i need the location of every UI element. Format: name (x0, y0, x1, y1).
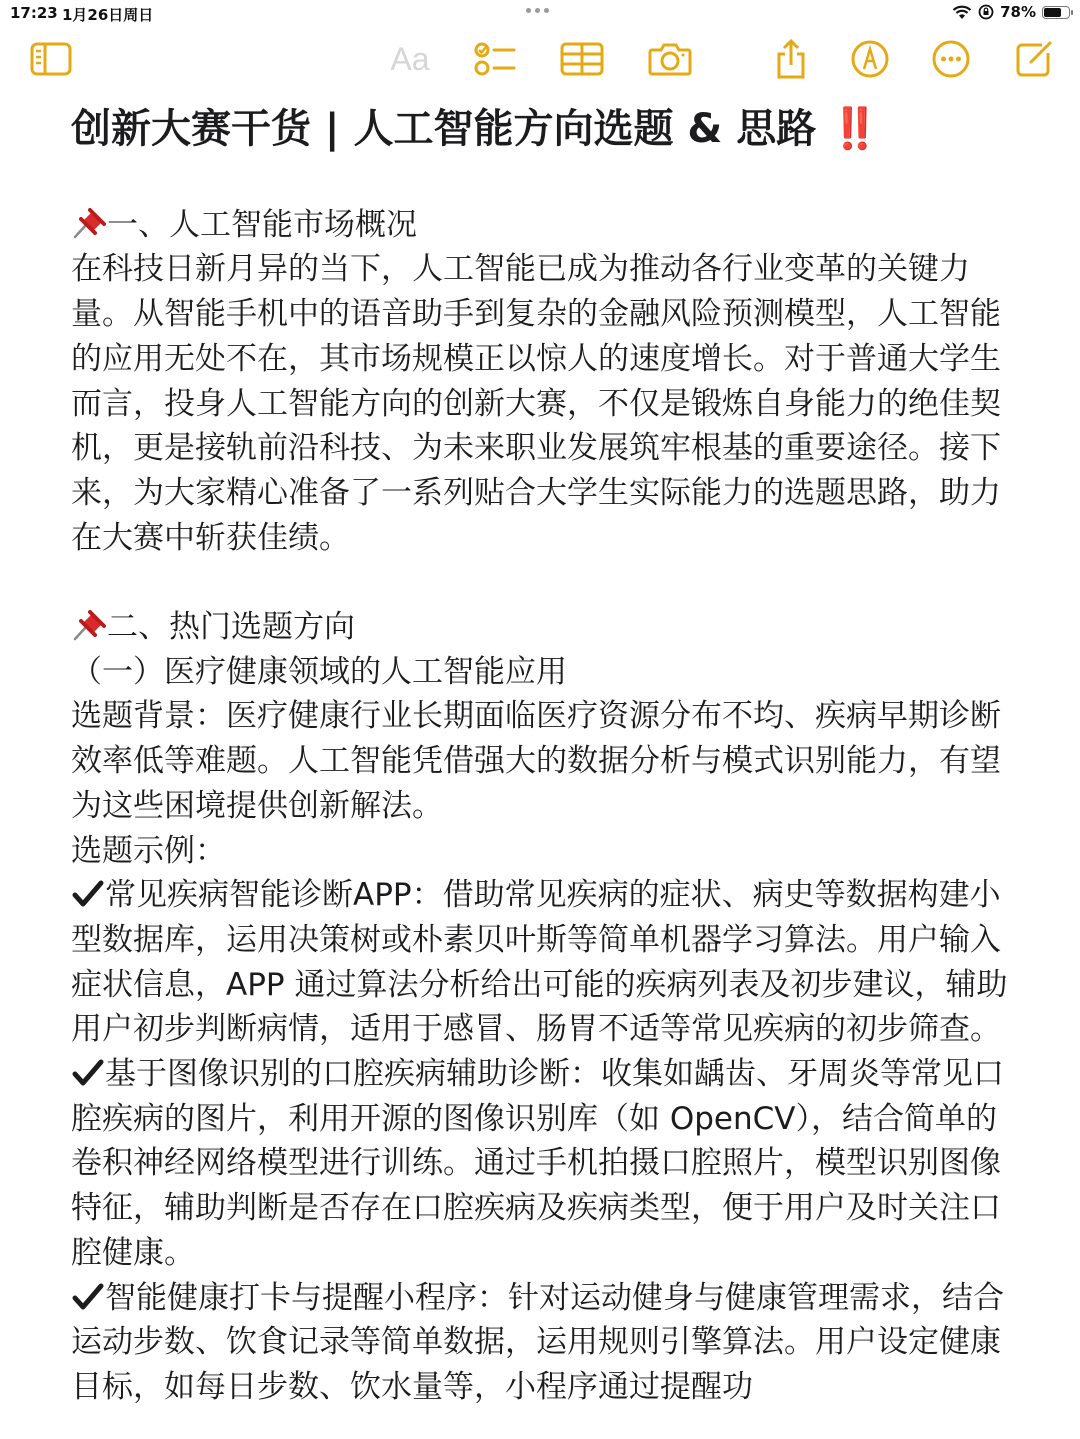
checklist-icon[interactable] (472, 36, 518, 82)
text-format-label: Aa (390, 40, 430, 77)
double-exclamation-emoji: ‼️ (830, 106, 880, 152)
example-item (71, 1052, 1021, 1276)
battery-percentage: 78% (1000, 3, 1036, 21)
example-text: 基于图像识别的口腔疾病辅助诊断：收集如龋齿、牙周炎等常见口腔疾病的图片，利用开源的图像识别库（如 OpenCV），结合简单的卷积神经网络模型进行训练。通过手机拍摄口腔照片，模型识别图像特征，辅助判断是否存在口腔疾病及疾病类型，便于用户及时关注口腔健康。 (71, 1056, 1004, 1271)
pushpin-icon (71, 609, 107, 641)
section-heading-text: 二、热门选题方向 (107, 609, 355, 645)
section-heading (71, 203, 1021, 248)
sidebar-icon[interactable] (28, 36, 74, 82)
status-date: 1月26日周日 (62, 6, 154, 24)
wifi-icon (952, 5, 972, 20)
status-bar (0, 0, 1080, 26)
orientation-lock-icon (978, 4, 994, 20)
status-right (952, 3, 1070, 21)
more-icon[interactable] (928, 36, 974, 82)
camera-icon[interactable] (647, 36, 693, 82)
note-body[interactable] (71, 100, 1021, 1410)
checkmark-icon (71, 1059, 105, 1087)
note-title[interactable] (71, 100, 1021, 158)
pushpin-icon (71, 207, 107, 239)
topic-background: 选题背景：医疗健康行业长期面临医疗资源分布不均、疾病早期诊断效率低等难题。人工智能凭借强大的数据分析与模式识别能力，有望为这些困境提供创新解法。 (71, 698, 1001, 824)
markup-icon[interactable] (847, 36, 893, 82)
text-format-icon[interactable] (385, 36, 435, 82)
examples-label: 选题示例： (71, 832, 226, 869)
section-paragraph: 在科技日新月异的当下，人工智能已成为推动各行业变革的关键力量。从智能手机中的语音助手到复杂的金融风险预测模型，人工智能的应用无处不在，其市场规模正以惊人的速度增长。对于普通大学生而言，投身人工智能方向的创新大赛，不仅是锻炼自身能力的绝佳契机，更是接轨前沿科技、为未来职业发展筑牢根基的重要途径。接下来，为大家精心准备了一系列贴合大学生实际能力的选题思路，助力在大赛中斩获佳绩。 (71, 251, 1001, 556)
battery-icon (1042, 6, 1070, 19)
table-icon[interactable] (559, 36, 605, 82)
section-heading (71, 605, 1021, 650)
notes-toolbar (0, 30, 1080, 86)
checkmark-icon (71, 1283, 105, 1311)
multitasking-dots-icon[interactable] (526, 8, 549, 13)
section-subheading: （一）医疗健康领域的人工智能应用 (71, 653, 567, 690)
compose-icon[interactable] (1011, 36, 1057, 82)
status-time: 17:23 (10, 4, 58, 22)
example-text: 智能健康打卡与提醒小程序：针对运动健身与健康管理需求，结合运动步数、饮食记录等简单数据，运用规则引擎算法。用户设定健康目标，如每日步数、饮水量等，小程序通过提醒功 (71, 1279, 1004, 1405)
note-title-text: 创新大赛干货 | 人工智能方向选题 & 思路 (71, 106, 817, 152)
section-heading-text: 一、人工智能市场概况 (107, 206, 417, 243)
example-item (71, 1276, 1021, 1410)
battery-level (1044, 8, 1061, 17)
example-item (71, 873, 1021, 1052)
blank-line (71, 560, 1021, 605)
blank-line (71, 158, 1021, 203)
share-icon[interactable] (768, 36, 814, 82)
checkmark-icon (71, 880, 105, 908)
example-text: 常见疾病智能诊断APP：借助常见疾病的症状、病史等数据构建小型数据库，运用决策树或朴素贝叶斯等简单机器学习算法。用户输入症状信息，APP 通过算法分析给出可能的疾病列表及初步建议，辅助用户初步判断病情，适用于感冒、肠胃不适等常见疾病的初步筛查。 (71, 877, 1008, 1048)
